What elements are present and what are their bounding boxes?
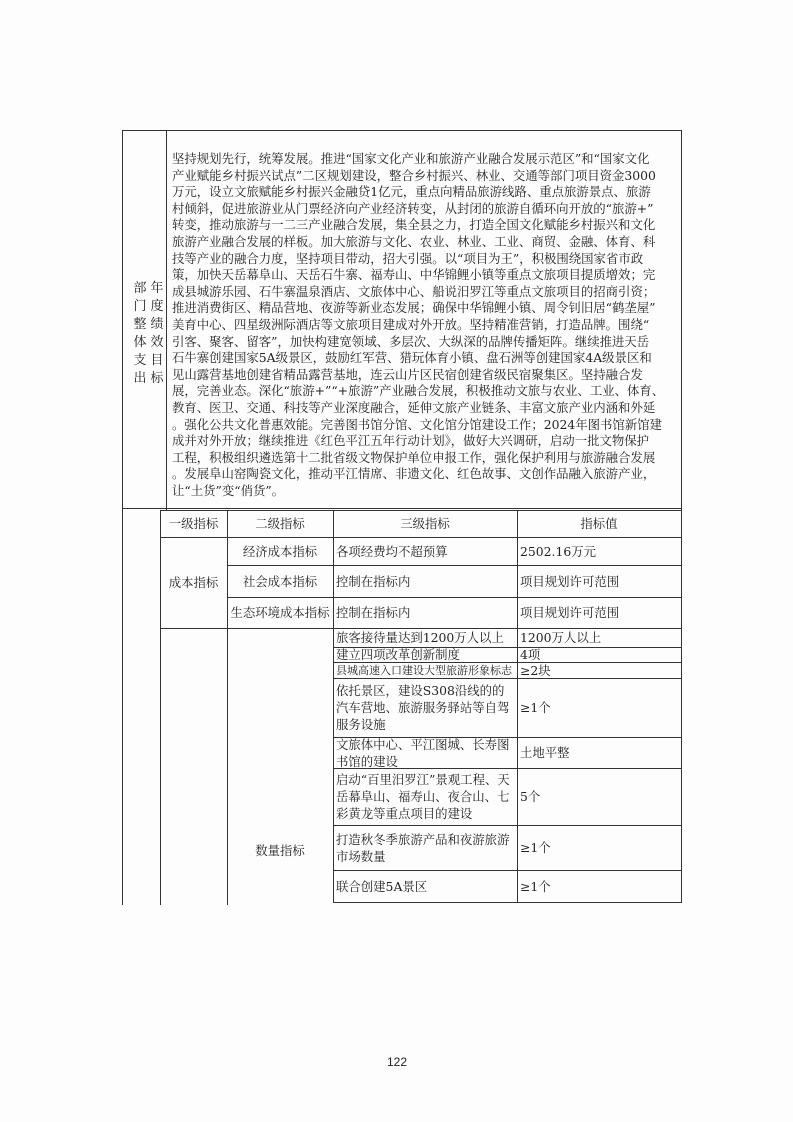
dept-label: 部门整体支出 [133,281,147,386]
value-cell: ≥1个 [520,700,551,715]
paragraph-line: 转变，推动旅游与一二三产业融合发展，集全县之力，打造全国文化赋能乡村振兴和文化 [172,217,656,233]
border-right [681,130,682,510]
level2-cell: 经济成本指标 [242,543,318,559]
level3-cell: 打造秋冬季旅游产品和夜游旅游市场数量 [336,831,510,864]
level2-cell: 生态环境成本指标 [230,605,330,620]
level2-quantity: 数量指标 [255,842,305,858]
border-top [122,130,682,131]
value-cell: 2502.16万元 [520,543,597,559]
level2-cell: 社会成本指标 [242,573,318,589]
paragraph-line: 村倾斜，促进旅游业从门票经济向产业经济转变，从封闭的旅游自循环向开放的“旅游+” [172,200,654,216]
level3-cell: 县城高速入口建设大型旅游形象标志 [336,663,512,677]
value-cell: ≥1个 [520,878,551,894]
level3-cell: 控制在指标内 [336,605,411,620]
paragraph-line: 让“土货”变“俏货”。 [172,483,285,498]
paragraph-line: 产业赋能乡村振兴试点”二区规划建设，整合乡村振兴、林业、交通等部门项目资金3000 [172,167,656,183]
page-number: 122 [386,1055,408,1069]
value-cell: 项目规划许可范围 [520,605,620,620]
level3-cell: 联合创建5A景区 [336,878,428,894]
level3-cell: 启动“百里汨罗江”景观工程、天岳幕阜山、福寿山、夜合山、七彩黄龙等重点项目的建设 [336,772,510,821]
value-cell: 土地平整 [520,745,570,760]
level3-cell: 文旅体中心、平江图城、长寿图书馆的建设 [336,736,510,769]
paragraph-line: 石牛寨创建国家5A级景区，鼓励红军营、猎玩体育小镇、盘石洲等创建国家4A级景区和 [172,350,652,366]
level3-cell: 依托景区，建设S308沿线的的汽车营地、旅游服务驿站等自驾服务设施 [336,683,510,732]
value-cell: 项目规划许可范围 [520,573,620,589]
level1-cost: 成本指标 [168,575,219,590]
value-cell: 4项 [520,647,541,662]
table-header-cell: 三级指标 [400,516,450,531]
border-left [122,130,123,905]
paragraph-line: 展，完善业态。深化“旅游+”“+旅游”产业融合发展，积极推动文旅与农业、工业、体育、 [172,383,665,399]
paragraph-line: 美育中心、四星级洲际酒店等文旅项目建成对外开放。坚持精准营销，打造品牌。围绕“ [172,317,650,332]
paragraph-line: 旅游产业融合发展的样板。加大旅游与文化、农业、林业、工业、商贸、金融、体育、科 [172,234,656,249]
table-rule [333,902,681,903]
paragraph-line: 引客、聚客、留客”，加快构建宽领域、多层次、大纵深的品牌传播矩阵。继续推进天岳 [172,333,650,349]
table-rule [681,510,682,903]
value-cell: ≥2块 [520,662,551,678]
level3-cell: 建立四项改革创新制度 [336,647,460,662]
paragraph-line: 推进消费街区、精品营地、夜游等新业态发展；确保中华锦鲤小镇、周令钊旧居“鹤垄屋” [172,300,656,316]
value-cell: ≥1个 [520,840,551,855]
value-cell: 1200万人以上 [520,630,602,645]
paragraph-line: 坚持规划先行，统筹发展。推进“国家文化产业和旅游产业融合发展示范区”和“国家文化 [172,151,650,166]
paragraph-line: 成县城游乐园、石牛寨温泉酒店、文旅体中心、船说汨罗江等重点文旅项目的招商引资； [172,283,656,299]
paragraph-line: 策，加快天岳幕阜山、天岳石牛寨、福寿山、中华锦鲤小镇等重点文旅项目提质增效；完 [172,267,656,283]
paragraph-line: 万元，设立文旅赋能乡村振兴金融贷1亿元，重点向精品旅游线路、重点旅游景点、旅游 [172,184,651,200]
paragraph-line: 见山露营基地创建省精品露营基地，连云山片区民宿创建省级民宿聚集区。坚持融合发 [172,366,643,382]
value-cell: 5个 [520,789,541,804]
paragraph-line: 技等产业的融合力度，坚持项目带动，招大引强。以“项目为王”，积极围绕国家省市政 [172,250,644,266]
section-divider [122,508,682,509]
paragraph-line: 工程，积极组织遴选第十二批省级文物保护单位申报工作，强化保护利用与旅游融合发展 [172,449,656,465]
paragraph-line: 成并对外开放；继续推进《红色平江五年行动计划》，做好大兴调研，启动一批文物保护 [172,433,650,449]
table-header-cell: 指标值 [580,516,618,531]
goal-label: 年度绩效目标 [150,281,164,386]
paragraph-line: 教育、医卫、交通、科技等产业深度融合，延伸文旅产业链条、丰富文旅产业内涵和外延 [172,400,656,415]
table-header-cell: 二级指标 [255,516,305,531]
label-divider [166,130,167,510]
level3-cell: 旅客接待量达到1200万人以上 [336,630,504,645]
table-header-cell: 一级指标 [168,516,219,531]
paragraph-line: 。发展阜山窑陶瓷文化，推动平江情席、非遗文化、红色故事、文创作品融入旅游产业， [172,466,656,482]
paragraph-line: 。强化公共文化普惠效能。完善图书馆分馆、文化馆分馆建设工作；2024年图书馆新馆建 [172,416,662,432]
level3-cell: 控制在指标内 [336,573,411,589]
level3-cell: 各项经费均不超预算 [336,543,448,559]
